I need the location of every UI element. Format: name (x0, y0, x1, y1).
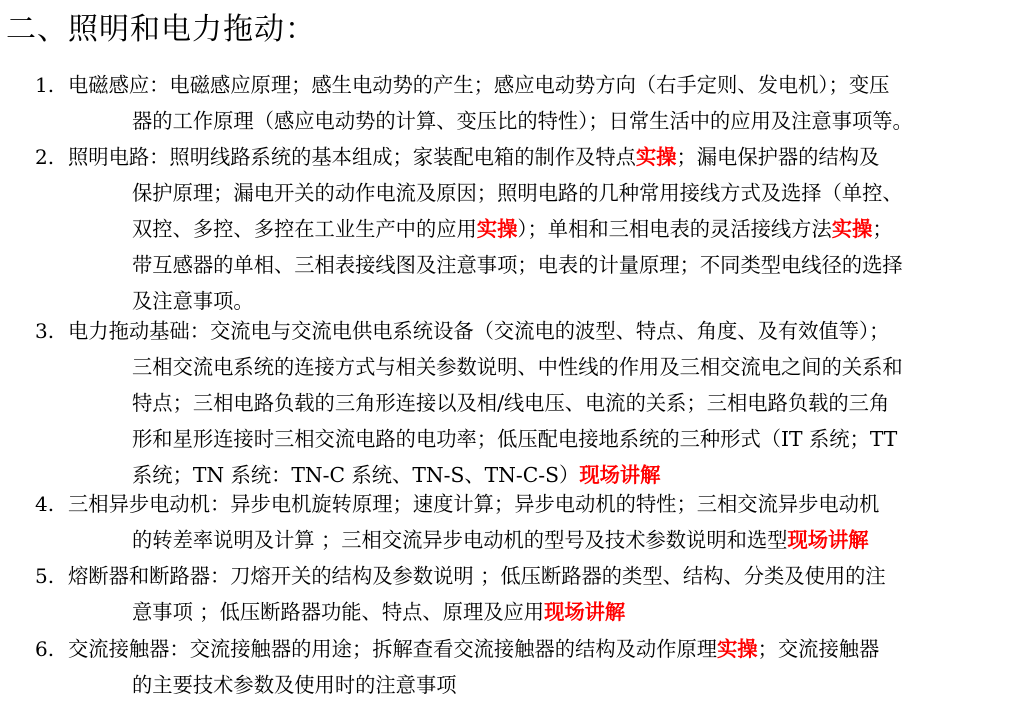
list-item-number: 5. (35, 564, 55, 588)
text-segment: 及注意事项。 (132, 289, 254, 313)
list-item-line (68, 486, 879, 522)
text-segment: 熔断器和断路器：刀熔开关的结构及参数说明 ；低压断路器的类型、结构、分类及使用的注 (68, 564, 886, 588)
list-item-line (68, 139, 879, 175)
text-segment: 特点；三相电路负载的三角形连接以及相/线电压、电流的关系；三相电路负载的三角 (132, 391, 890, 415)
list-item-number: 2. (35, 145, 55, 169)
list-item-line (68, 558, 886, 594)
text-segment: 意事项 ；低压断路器功能、特点、原理及应用 (132, 600, 545, 624)
text-segment: 电力拖动基础：交流电与交流电供电系统设备（交流电的波型、特点、角度、及有效值等）； (68, 319, 890, 343)
list-item-line (132, 421, 897, 457)
text-segment: ； (872, 217, 893, 241)
list-item-number: 3. (35, 319, 55, 343)
text-segment: 器的工作原理（感应电动势的计算、变压比的特性）；日常生活中的应用及注意事项等。 (132, 109, 913, 133)
text-segment: 照明电路：照明线路系统的基本组成；家装配电箱的制作及特点 (68, 145, 636, 169)
highlight-tag: 现场讲解 (787, 528, 869, 552)
list-item-line (132, 385, 889, 421)
list-item-line (132, 522, 869, 558)
list-item-line (68, 631, 879, 667)
list-item-line (132, 211, 893, 247)
text-segment: 的主要技术参数及使用时的注意事项 (132, 673, 457, 697)
text-segment: ；漏电保护器的结构及 (676, 145, 880, 169)
list-item-line (132, 103, 913, 139)
text-segment: 电磁感应：电磁感应原理；感生电动势的产生；感应电动势方向（右手定则、发电机）；变压 (68, 73, 890, 97)
text-segment: 带互感器的单相、三相表接线图及注意事项；电表的计量原理；不同类型电线径的选择 (132, 253, 903, 277)
text-segment: ）；单相和三相电表的灵活接线方法 (517, 217, 832, 241)
list-item-number: 1. (35, 73, 55, 97)
highlight-tag: 实操 (717, 637, 758, 661)
text-segment: 三相交流电系统的连接方式与相关参数说明、中性线的作用及三相交流电之间的关系和 (132, 355, 903, 379)
list-item-line (132, 667, 457, 703)
highlight-tag: 实操 (635, 145, 677, 169)
highlight-tag: 实操 (476, 217, 518, 241)
list-item-line (132, 247, 903, 283)
list-item-number: 4. (35, 492, 55, 516)
text-segment: 系统；TN 系统：TN-C 系统、TN-S、TN-C-S） (132, 463, 580, 487)
text-segment: 交流接触器：交流接触器的用途；拆解查看交流接触器的结构及动作原理 (68, 637, 718, 661)
text-segment: ；交流接触器 (757, 637, 880, 661)
text-segment: 双控、多控、多控在工业生产中的应用 (132, 217, 477, 241)
highlight-tag: 现场讲解 (544, 600, 626, 624)
text-segment: 三相异步电动机：异步电机旋转原理；速度计算；异步电动机的特性；三相交流异步电动机 (68, 492, 880, 516)
section-heading: 二、照明和电力拖动： (6, 12, 316, 47)
text-segment: 形和星形连接时三相交流电路的电功率；低压配电接地系统的三种形式（IT 系统；TT (132, 427, 898, 451)
list-item-line (68, 313, 889, 349)
list-item-line (132, 175, 903, 211)
highlight-tag: 实操 (831, 217, 873, 241)
text-segment: 保护原理；漏电开关的动作电流及原因；照明电路的几种常用接线方式及选择（单控、 (132, 181, 903, 205)
list-item-line (132, 594, 625, 630)
list-item-number: 6. (35, 637, 55, 661)
list-item-line (132, 349, 903, 385)
list-item-line (68, 67, 889, 103)
text-segment: 的转差率说明及计算 ；三相交流异步电动机的型号及技术参数说明和选型 (132, 528, 788, 552)
highlight-tag: 现场讲解 (579, 463, 661, 487)
